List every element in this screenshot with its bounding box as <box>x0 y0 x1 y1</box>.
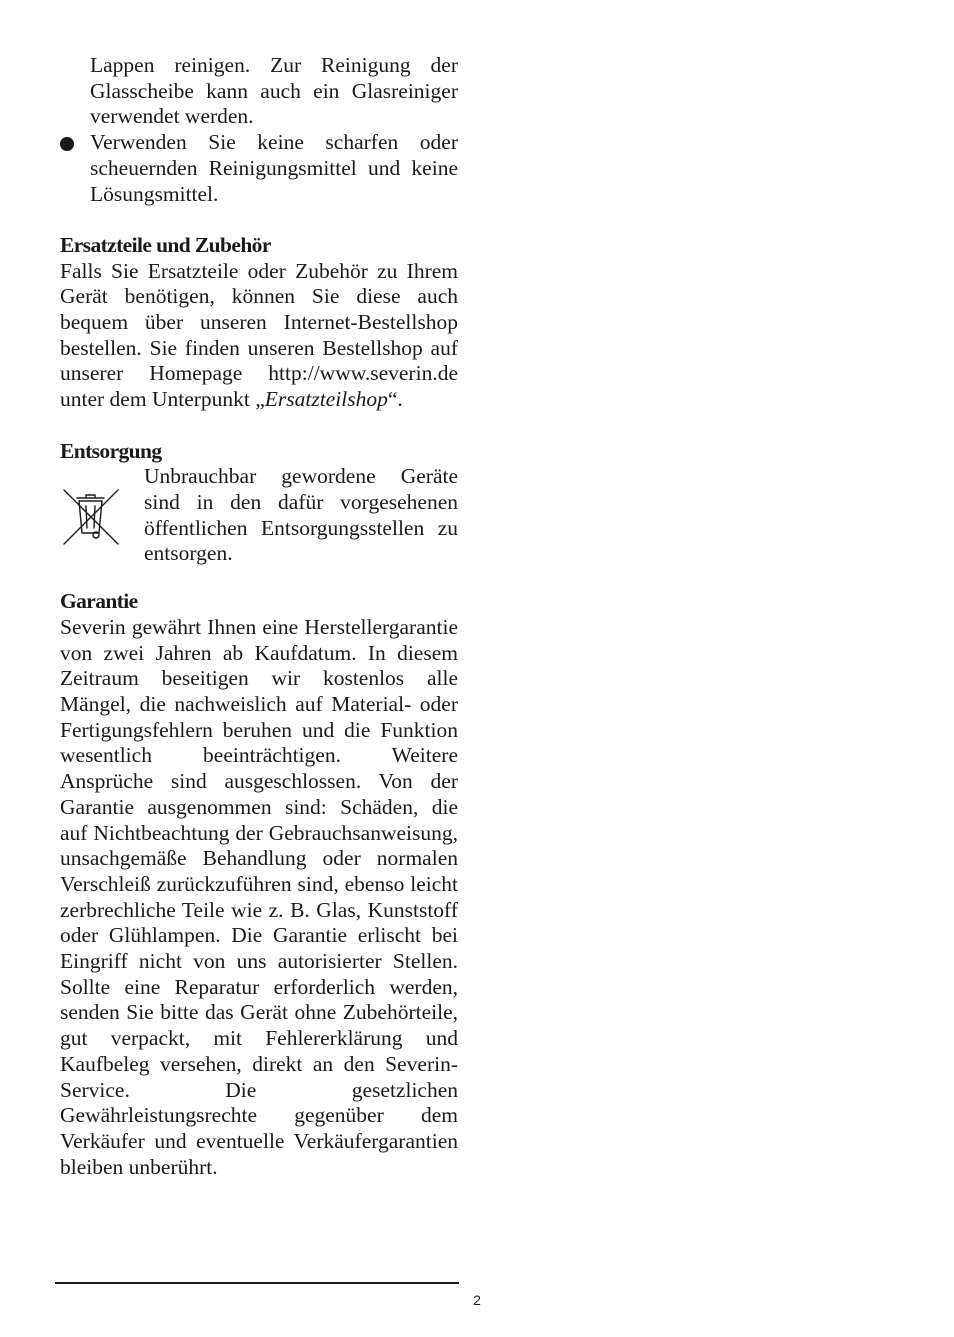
spare-parts-shop-link-text: Ersatzteilshop <box>264 387 388 412</box>
cleaning-continuation: Lappen reinigen. Zur Reinigung der Glasscheibe kann auch ein Glasreiniger verwendet werden. <box>90 53 458 129</box>
spare-parts-heading: Ersatzteile und Zubehör <box>60 232 271 257</box>
disposal-block <box>60 464 458 567</box>
warranty-body: Severin gewährt Ihnen eine Herstellergarantie von zwei Jahren ab Kaufdatum. In diesem Zeitraum beseitigen wir kostenlos alle Mängel, die nachweislich auf Material- oder Fertigungsfehlern beruhen und die Funktion wesentlich beeinträchtigen. Weitere Ansprüche sind ausgeschlossen. Von der Garantie ausgenommen sind: Schäden, die auf Nichtbeachtung der Gebrauchsanweisung, unsachgemäße Behandlung oder normalen Verschleiß zurückzuführen sind, ebenso leicht zerbrechliche Teile wie z. B. Glas, Kunststoff oder Glühlampen. Die Garantie erlischt bei Eingriff nicht von uns autorisierter Stellen. Sollte eine Reparatur erforderlich werden, senden Sie bitte das Gerät ohne Zubehörteile, gut verpackt, mit Fehlererklärung und Kaufbeleg versehen, direkt an den Severin-Service. Die gesetzlichen Gewährleistungsrechte gegenüber dem Verkäufer und eventuelle Verkäufergarantien bleiben unberührt. <box>60 614 458 1179</box>
footer-rule <box>55 1282 459 1284</box>
spare-parts-text-end: “. <box>387 387 403 412</box>
spare-parts-body <box>60 259 458 413</box>
text-column <box>60 53 458 1180</box>
cleaning-bullet-item <box>60 130 458 207</box>
disposal-heading: Entsorgung <box>60 438 162 463</box>
warranty-heading: Garantie <box>60 589 138 614</box>
spare-parts-text: Falls Sie Ersatzteile oder Zubehör zu Ihrem Gerät benötigen, können Sie diese auch bequem über unseren Internet-Bestellshop bestellen. Sie finden unseren Bestellshop auf unserer Homepage http://www.severin.de unter dem Unterpunkt „ <box>60 258 458 412</box>
page-number: 2 <box>473 1292 481 1308</box>
cleaning-bullet-text: Verwenden Sie keine scharfen oder scheuernden Reinigungsmittel und keine Lösungsmittel. <box>90 130 458 206</box>
bullet-icon <box>60 137 74 151</box>
disposal-body: Unbrauchbar gewordene Geräte sind in den dafür vorgesehenen öffentlichen Entsorgungsstellen zu entsorgen. <box>144 464 458 566</box>
crossed-out-wheelie-bin-icon <box>60 486 122 548</box>
